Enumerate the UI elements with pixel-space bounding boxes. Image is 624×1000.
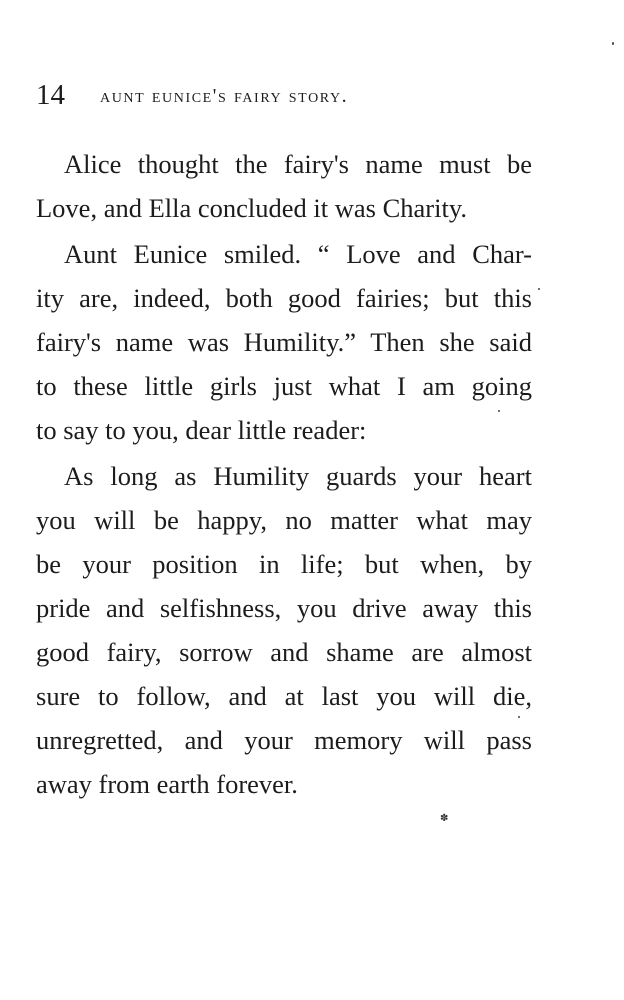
text-line: Alice thought the fairy's name must be <box>64 149 532 179</box>
text-line: away from earth forever. <box>36 769 298 799</box>
text-line: to these little girls just what I am going <box>36 371 532 401</box>
page-header <box>36 78 536 112</box>
text-line: As long as Humility guards your heart <box>64 461 532 491</box>
text-line: fairy's name was Humility.” Then she said <box>36 327 532 357</box>
printer-mark-icon: ✽ <box>440 813 449 824</box>
text-line: Aunt Eunice smiled. “ Love and Char- <box>64 239 532 269</box>
page-number: 14 <box>36 79 65 111</box>
text-line: to say to you, dear little reader: <box>36 415 367 445</box>
body-text <box>36 142 532 802</box>
print-speck <box>612 42 614 45</box>
text-line: Love, and Ella concluded it was Charity. <box>36 193 467 223</box>
text-line: pride and selfishness, you drive away this <box>36 593 532 623</box>
print-speck <box>538 288 540 290</box>
text-line: sure to follow, and at last you will die, <box>36 681 532 711</box>
text-line: good fairy, sorrow and shame are almost <box>36 637 532 667</box>
text-line: unregretted, and your memory will pass <box>36 725 532 755</box>
text-line: be your position in life; but when, by <box>36 549 532 579</box>
text-line: you will be happy, no matter what may <box>36 505 532 535</box>
print-speck <box>498 410 500 412</box>
print-speck <box>518 716 520 718</box>
text-line: ity are, indeed, both good fairies; but this <box>36 283 532 313</box>
running-head: aunt eunice's fairy story. <box>100 85 349 107</box>
